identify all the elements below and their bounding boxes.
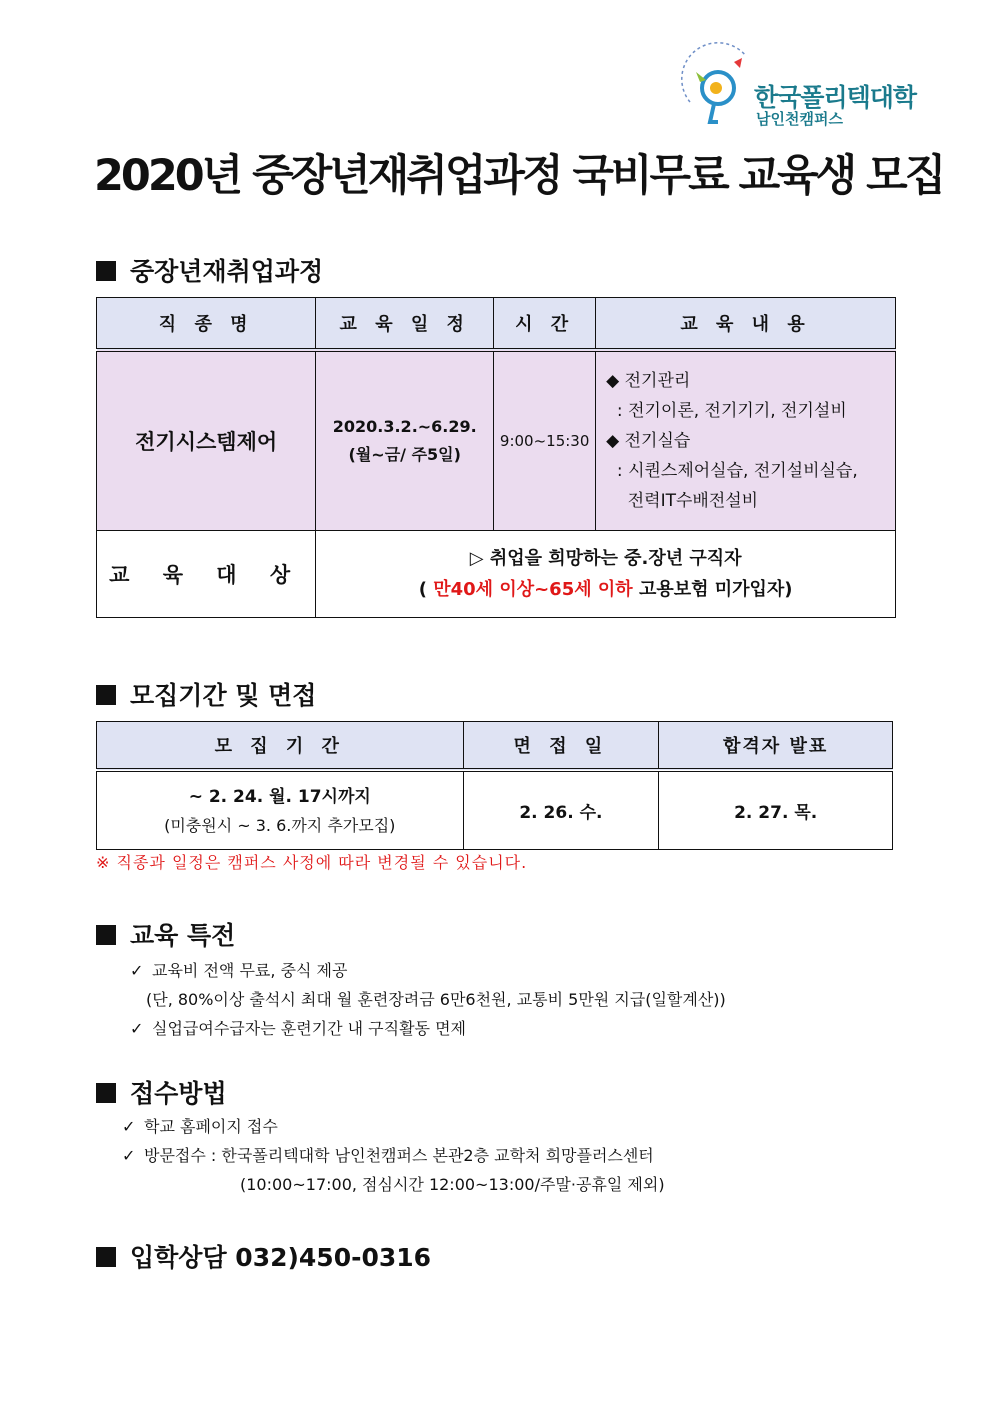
page-title: 2020년 중장년재취업과정 국비무료 교육생 모집 bbox=[94, 151, 944, 201]
section-heading-recruit: 모집기간 및 면접 bbox=[96, 676, 316, 712]
logo-campus: 남인천캠퍼스 bbox=[756, 110, 843, 128]
schedule-dates: 2020.3.2.~6.29. bbox=[332, 417, 477, 436]
course-row bbox=[97, 350, 896, 531]
square-bullet-icon bbox=[96, 261, 116, 281]
schedule-cell bbox=[316, 350, 494, 531]
period-deadline: ~ 2. 24. 월. 17시까지 bbox=[188, 786, 371, 807]
job-name: 전기시스템제어 bbox=[97, 350, 316, 531]
announce-date: 2. 27. 목. bbox=[659, 770, 893, 850]
header-interview: 면 접 일 bbox=[463, 722, 659, 771]
content-line: 전력IT수배전설비 bbox=[606, 491, 759, 511]
period-cell bbox=[97, 770, 464, 850]
target-cell bbox=[316, 531, 896, 618]
list-item: ✓ 교육비 전액 무료, 중식 제공 bbox=[130, 956, 726, 985]
check-icon: ✓ bbox=[130, 961, 144, 980]
section-heading-apply: 접수방법 bbox=[96, 1074, 227, 1110]
check-icon: ✓ bbox=[122, 1117, 136, 1136]
check-icon: ✓ bbox=[122, 1146, 136, 1165]
benefits-list bbox=[130, 956, 726, 1043]
time-cell: 9:00~15:30 bbox=[494, 350, 596, 531]
content-line: : 전기이론, 전기기기, 전기설비 bbox=[606, 401, 847, 421]
age-range: 만40세 이상~65세 이하 bbox=[433, 579, 633, 600]
list-item: ✓ 실업급여수급자는 훈련기간 내 구직활동 면제 bbox=[130, 1014, 726, 1043]
list-item: ✓ 학교 홈페이지 접수 bbox=[122, 1112, 665, 1141]
course-table bbox=[96, 297, 896, 618]
section-heading-course: 중장년재취업과정 bbox=[96, 252, 323, 288]
list-item-sub: (단, 80%이상 출석시 최대 월 훈련장려금 6만6천원, 교통비 5만원 지급(일할계산)) bbox=[146, 990, 726, 1009]
check-icon: ✓ bbox=[130, 1019, 144, 1038]
contact-heading: 입학상담 032)450-0316 bbox=[96, 1238, 431, 1274]
logo-name: 한국폴리텍대학 bbox=[754, 83, 917, 112]
college-logo bbox=[676, 42, 917, 132]
header-schedule: 교 육 일 정 bbox=[316, 298, 494, 351]
header-announce: 합격자 발표 bbox=[659, 722, 893, 771]
target-row bbox=[97, 531, 896, 618]
interview-date: 2. 26. 수. bbox=[463, 770, 659, 850]
target-line1: ▷ 취업을 희망하는 중.장년 구직자 bbox=[469, 548, 742, 569]
square-bullet-icon bbox=[96, 1247, 116, 1267]
list-item-sub: (10:00~17:00, 점심시간 12:00~13:00/주말·공휴일 제외) bbox=[240, 1175, 665, 1194]
apply-list bbox=[122, 1112, 665, 1199]
course-table-header bbox=[97, 298, 896, 351]
content-line: ◆ 전기실습 bbox=[606, 431, 691, 451]
schedule-days: (월~금/ 주5일) bbox=[348, 445, 461, 464]
square-bullet-icon bbox=[96, 685, 116, 705]
schedule-change-note: ※ 직종과 일정은 캠퍼스 사정에 따라 변경될 수 있습니다. bbox=[96, 853, 528, 872]
period-extra: (미충원시 ~ 3. 6.까지 추가모집) bbox=[164, 815, 396, 835]
recruit-table-header bbox=[97, 722, 893, 771]
content-cell bbox=[596, 350, 896, 531]
square-bullet-icon bbox=[96, 1083, 116, 1103]
list-item: ✓ 방문접수 : 한국폴리텍대학 남인천캠퍼스 본관2층 교학처 희망플러스센터 bbox=[122, 1141, 665, 1170]
content-line: ◆ 전기관리 bbox=[606, 371, 691, 391]
section-heading-benefits: 교육 특전 bbox=[96, 916, 235, 952]
header-period: 모 집 기 간 bbox=[97, 722, 464, 771]
recruit-table bbox=[96, 721, 893, 850]
content-line: : 시퀀스제어실습, 전기설비실습, bbox=[606, 461, 858, 481]
square-bullet-icon bbox=[96, 925, 116, 945]
header-content: 교 육 내 용 bbox=[596, 298, 896, 351]
polytechnics-emblem-icon bbox=[676, 42, 756, 132]
header-job: 직 종 명 bbox=[97, 298, 316, 351]
recruit-row bbox=[97, 770, 893, 850]
header-time: 시 간 bbox=[494, 298, 596, 351]
target-label: 교 육 대 상 bbox=[97, 531, 316, 618]
target-line2: ( 만40세 이상~65세 이하 고용보험 미가입자) bbox=[418, 579, 793, 600]
